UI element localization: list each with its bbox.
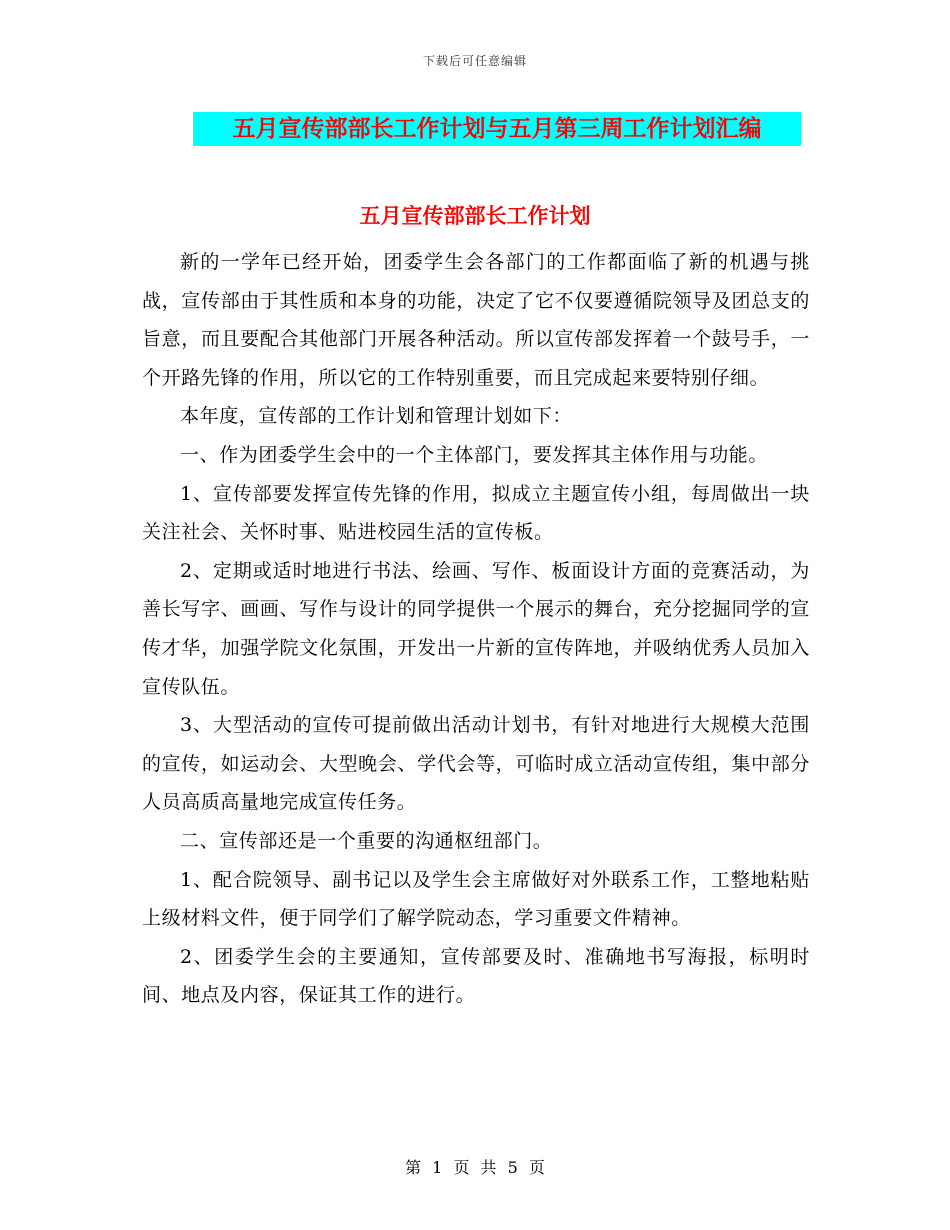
paragraph-2: 本年度，宣传部的工作计划和管理计划如下：: [180, 405, 573, 428]
section-title: 五月宣传部部长工作计划: [359, 203, 591, 228]
paragraph-6: 3、大型活动的宣传可提前做出活动计划书，有针对地进行大规模大范围的宣传，如运动会、大型晚会、学代会等，可临时成立活动宣传组，集中部分人员高质高量地完成宣传任务。: [142, 714, 810, 814]
paragraph-3: 一、作为团委学生会中的一个主体部门，要发挥其主体作用与功能。: [180, 443, 769, 466]
paragraph-8: 1、配合院领导、副书记以及学生会主席做好对外联系工作，工整地粘贴上级材料文件，便于同学们了解学院动态，学习重要文件精神。: [142, 868, 810, 930]
header-note: 下载后可任意编辑: [422, 54, 527, 68]
page-footer: 第 1 页 共 5 页: [405, 1158, 545, 1177]
paragraph-4: 1、宣传部要发挥宣传先锋的作用，拟成立主题宣传小组，每周做出一块关注社会、关怀时事、贴进校园生活的宣传板。: [142, 482, 810, 544]
paragraph-9: 2、团委学生会的主要通知，宣传部要及时、准确地书写海报，标明时间、地点及内容，保证其工作的进行。: [142, 945, 810, 1007]
paragraph-5: 2、定期或适时地进行书法、绘画、写作、板面设计方面的竞赛活动，为善长写字、画画、写作与设计的同学提供一个展示的舞台，充分挖掘同学的宣传才华，加强学院文化氛围，开发出一片新的宣传阵地，并吸纳优秀人员加入宣传队伍。: [142, 559, 810, 698]
paragraph-1: 新的一学年已经开始，团委学生会各部门的工作都面临了新的机遇与挑战，宣传部由于其性质和本身的功能，决定了它不仅要遵循院领导及团总支的旨意，而且要配合其他部门开展各种活动。所以宣传部发挥着一个鼓号手，一个开路先锋的作用，所以它的工作特别重要，而且完成起来要特别仔细。: [142, 251, 810, 389]
document-title: 五月宣传部部长工作计划与五月第三周工作计划汇编: [193, 112, 801, 146]
body-text: [142, 243, 810, 1015]
paragraph-7: 二、宣传部还是一个重要的沟通枢纽部门。: [180, 829, 553, 852]
